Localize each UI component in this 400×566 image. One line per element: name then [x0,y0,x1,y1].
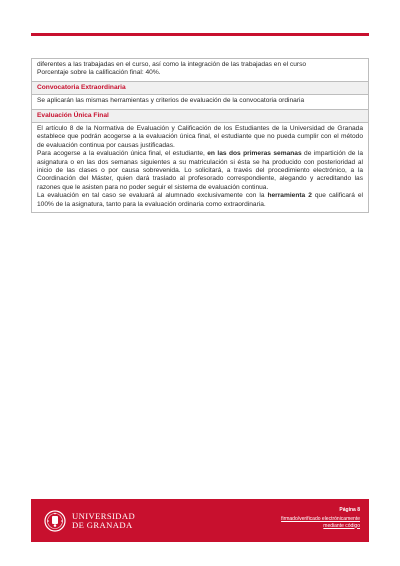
extraordinaria-text: Se aplicarán las mismas herramientas y criterios de evaluación de la convocatoria ordinaria [37,97,305,105]
university-name-line-1: UNIVERSIDAD [72,511,136,521]
section-heading-evaluacion-unica: Evaluación Única Final [32,110,368,123]
unica-paragraph-2 [37,150,363,192]
unica-p2-end: de impartición de la asignatura o en las dos semanas siguientes a su matriculación si ésta se ha producido con posterioridad al inicio de las clases o por causa sobrevenida. Lo solicitará, a través del procedimiento electrónico, a la Coordinación del Máster, quien dará traslado al profesorado correspondiente, alegando y acreditando las razones que le asisten para no poder seguir el sistema de evaluación continua. [37,150,363,191]
verification-line-1: firmado/verificado electrónicamente [281,516,360,522]
footer-bar [31,499,369,542]
university-name-line-2: DE GRANADA [72,520,133,530]
document-body [31,58,369,213]
continuation-line-1: diferentes a las trabajadas en el curso, así como la integración de las trabajadas en el curso [37,61,307,68]
university-name [72,512,135,530]
unica-p2-bold: en las dos primeras semanas [207,150,302,158]
verification-line-2: mediante código [323,522,360,529]
continuation-line-2: Porcentaje sobre la calificación final: 40%. [37,69,161,77]
unica-paragraph-1: El artículo 8 de la Normativa de Evaluación y Calificación de los Estudiantes de la Universidad de Granada establece que podrán acogerse a la evaluación única final, el estudiante que no pueda cumplir con el método de evaluación continua por causas justificadas. [37,125,363,149]
university-seal-icon [44,510,66,532]
section-body-evaluacion-unica [32,123,368,213]
header-rule [31,33,369,36]
page-number: Página 8 [339,507,360,513]
unica-p3-bold: herramienta 2 [267,192,312,200]
university-logo [44,509,135,533]
continuation-cell [32,59,368,82]
unica-p3-start: La evaluación en tal caso se evaluará al alumnado exclusivamente con la [37,192,268,200]
unica-p3-end: que calificará el 100% de la asignatura, tanto para la evaluación ordinaria como extraordinaria. [37,192,363,208]
section-body-extraordinaria [32,95,368,109]
unica-paragraph-3 [37,192,363,209]
evaluation-table [31,58,369,213]
unica-p2-start: Para acogerse a la evaluación única final, el estudiante, [37,150,208,158]
verification-link[interactable] [281,516,360,529]
section-heading-extraordinaria: Convocatoria Extraordinaria [32,82,368,95]
